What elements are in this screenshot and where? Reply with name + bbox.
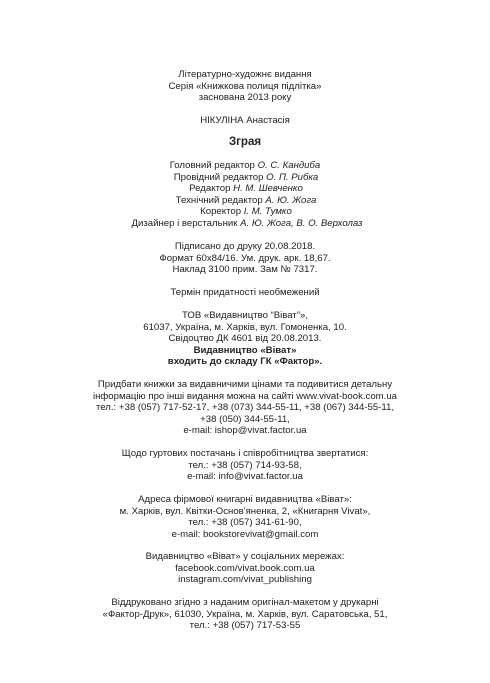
format-info: Формат 60х84/16. Ум. друк. арк. 18,67.: [159, 252, 331, 264]
publisher-group: входить до складу ГК «Фактор».: [167, 356, 323, 368]
credit-role: Технічний редактор: [175, 194, 266, 206]
social-facebook: facebook.com/vivat.book.com.ua: [175, 562, 315, 574]
store-address: м. Харків, вул. Квітки-Основ'яненка, 2, «Книгарня Vivat»,: [119, 505, 371, 517]
credit-tech-editor: [0, 195, 490, 207]
credit-person: О. С. Кандиба: [257, 160, 321, 171]
publisher-certificate: Свідоцтво ДК 4601 від 20.08.2013.: [168, 333, 322, 345]
store-block: [0, 494, 490, 540]
printing-phone: тел.: +38 (057) 717-53-55: [189, 620, 301, 632]
buy-info-phones: тел.: +38 (057) 717-52-17, +38 (073) 344-55-11, +38 (067) 344-55-11,: [95, 402, 395, 414]
publisher-brand: Видавництво «Віват»: [193, 344, 297, 356]
title-block: [0, 136, 490, 149]
credit-role: Головний редактор: [169, 160, 258, 171]
credit-role: Коректор: [200, 206, 244, 218]
social-heading: Видавництво «Віват» у соціальних мережах:: [145, 551, 345, 562]
edition-type: Літературно-художнє видання: [178, 69, 312, 80]
credit-proofreader: [0, 206, 490, 218]
circulation-info: Наклад 3100 прим. Зам № 7317.: [172, 264, 318, 276]
credit-role: Редактор: [189, 183, 234, 195]
shelf-life-block: [0, 287, 490, 299]
printing-address: «Фактор-Друк», 61030, Україна, м. Харків, вул. Саратовська, 51,: [102, 608, 388, 620]
social-block: [0, 551, 490, 586]
credit-person: А. Ю. Жога: [265, 194, 317, 206]
credit-person: І. М. Тумко: [243, 206, 292, 218]
store-phone: тел.: +38 (057) 341-61-90,: [188, 517, 302, 529]
series-name: Серія «Книжкова полиця підлітка»: [168, 80, 322, 92]
credit-person: А. Ю. Жога, В. О. Верхолаз: [240, 217, 363, 229]
printing-block: [0, 597, 490, 632]
buy-info-phone-extra: +38 (050) 344-55-11,: [200, 413, 290, 425]
author-block: [0, 115, 490, 127]
credit-chief-editor: [0, 160, 490, 172]
credit-person: Н. М. Шевченко: [233, 183, 303, 195]
publisher-name: ТОВ «Видавництво “Віват”»,: [181, 310, 309, 321]
series-header: [0, 69, 490, 104]
wholesale-email: e-mail: info@vivat.factor.ua: [187, 471, 303, 483]
wholesale-block: [0, 448, 490, 483]
store-email: e-mail: bookstorevivat@gmail.com: [171, 528, 319, 540]
wholesale-phone: тел.: +38 (057) 714-93-58,: [188, 459, 302, 471]
credit-editor: [0, 183, 490, 195]
printing-line: Віддруковано згідно з наданим оригінал-макетом у друкарні: [111, 597, 379, 608]
shelf-life: Термін придатності необмежений: [170, 287, 320, 298]
credit-lead-editor: [0, 172, 490, 184]
social-instagram: instagram.com/vivat_publishing: [178, 574, 312, 586]
wholesale-heading: Щодо гуртових постачань і співробітництва звертатися:: [121, 448, 369, 459]
buy-info-block: [0, 379, 490, 437]
credits-block: [0, 160, 490, 230]
series-founded: заснована 2013 року: [198, 92, 292, 104]
publisher-block: [0, 310, 490, 368]
publisher-address: 61037, Україна, м. Харків, вул. Гомоненка, 10.: [143, 321, 347, 333]
credit-role: Дизайнер і верстальник: [131, 217, 241, 229]
buy-info-line: інформацію про інші видання можна на сайті www.vivat-book.com.ua: [92, 390, 397, 402]
book-title: Зграя: [228, 136, 262, 148]
credit-role: Провідний редактор: [173, 171, 267, 183]
author-name: НІКУЛІНА Анастасія: [200, 115, 290, 126]
buy-info-line: Придбати книжки за видавничими цінами та подивитися детальну: [97, 379, 393, 390]
print-info-block: [0, 241, 490, 276]
credit-designer: [0, 218, 490, 230]
signed-date: Підписано до друку 20.08.2018.: [174, 241, 316, 252]
store-heading: Адреса фірмової книгарні видавництва «Віват»:: [138, 494, 352, 505]
buy-info-email: e-mail: ishop@vivat.factor.ua: [183, 425, 307, 437]
credit-person: О. П. Рибка: [266, 171, 319, 183]
